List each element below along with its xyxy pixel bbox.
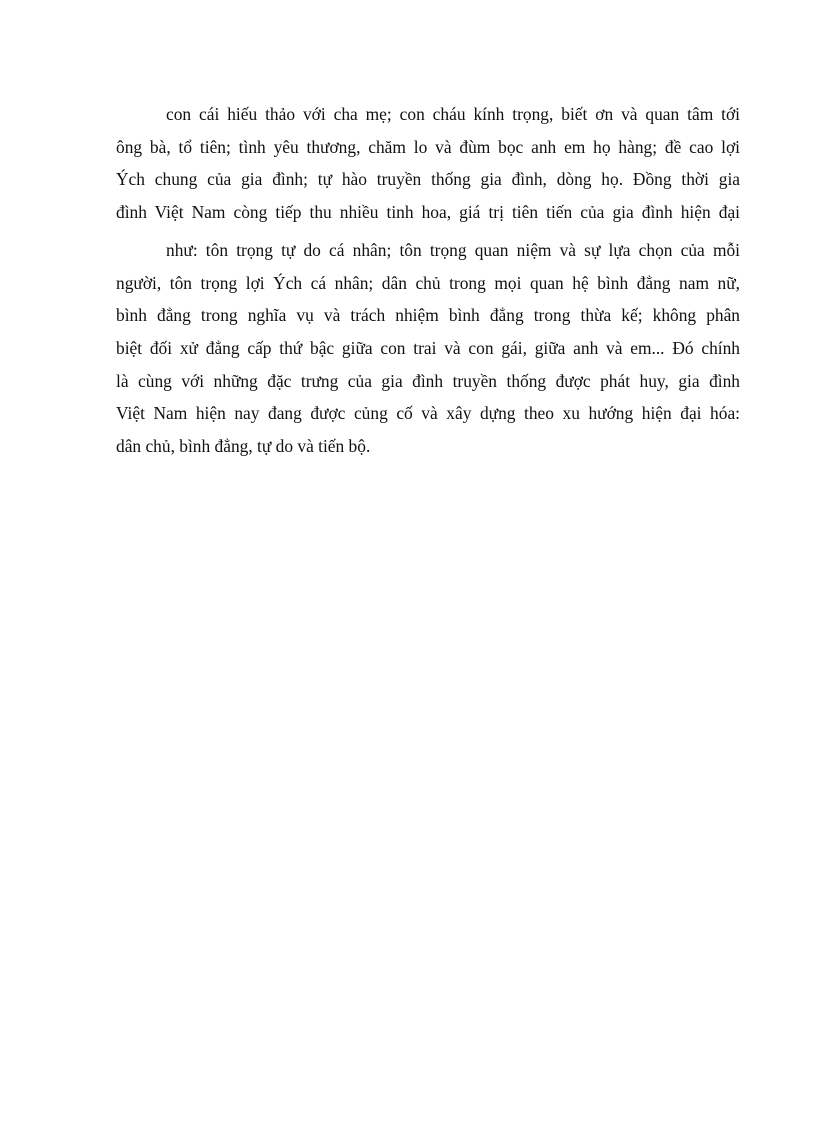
paragraph — [116, 98, 740, 229]
text-line: dân chủ, bình đẳng, tự do và tiến bộ. — [116, 436, 371, 457]
paragraph — [116, 234, 740, 463]
text-line: đình Việt Nam còng tiếp thu nhiều tinh hoa, giá trị tiên tiến của gia đình hiện đại — [116, 202, 740, 223]
text-line: là cùng với những đặc trưng của gia đình truyền thống được phát huy, gia đình — [116, 370, 740, 391]
text-line: bình đẳng trong nghĩa vụ và trách nhiệm bình đẳng trong thừa kế; không phân — [116, 305, 740, 326]
text-line: Ých chung của gia đình; tự hào truyền thống gia đình, dòng họ. Đồng thời gia — [116, 169, 740, 190]
text-line: Việt Nam hiện nay đang được củng cố và xây dựng theo xu hướng hiện đại hóa: — [116, 403, 740, 424]
text-line: như: tôn trọng tự do cá nhân; tôn trọng quan niệm và sự lựa chọn của mỗi — [166, 240, 740, 260]
text-line: ông bà, tổ tiên; tình yêu thương, chăm lo và đùm bọc anh em họ hàng; đề cao lợi — [116, 136, 740, 157]
text-line: con cái hiếu thảo với cha mẹ; con cháu kính trọng, biết ơn và quan tâm tới — [166, 104, 740, 124]
text-line: biệt đối xử đẳng cấp thứ bậc giữa con trai và con gái, giữa anh và em... Đó chính — [116, 338, 740, 359]
text-line: người, tôn trọng lợi Ých cá nhân; dân chủ trong mọi quan hệ bình đẳng nam nữ, — [116, 272, 740, 293]
